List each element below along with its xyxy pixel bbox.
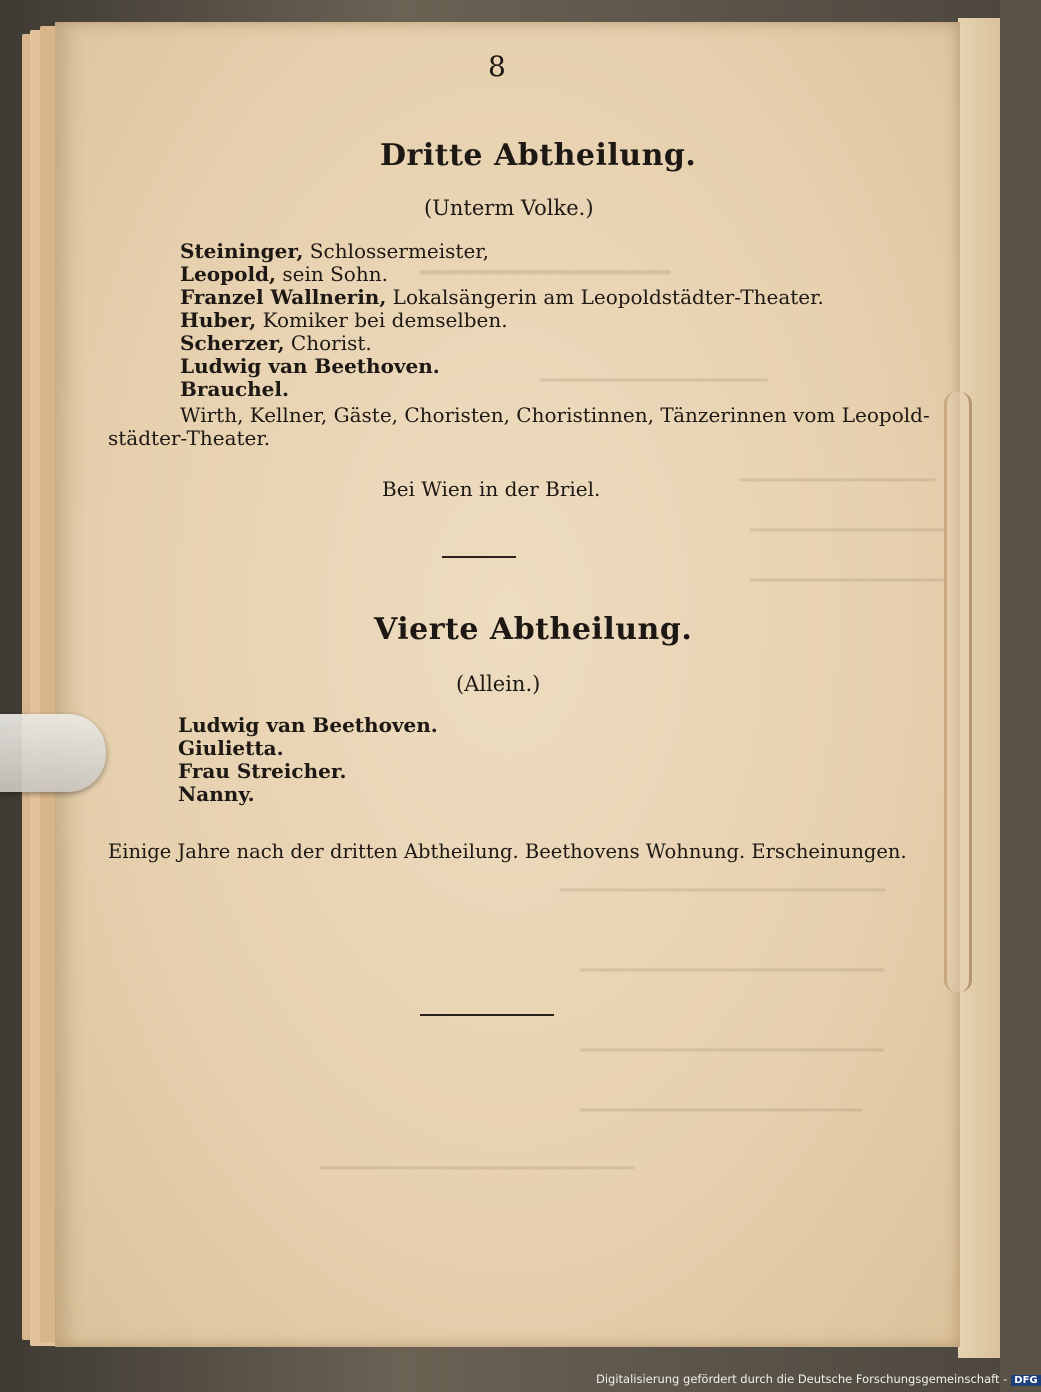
section-3-heading: Dritte Abtheilung.	[380, 138, 697, 173]
bleed-through-text: ━━━━━━━━━━━━━━━━━━━━━━━━━━━━	[580, 1040, 884, 1061]
section-4-heading: Vierte Abtheilung.	[374, 612, 693, 647]
cast-entry: Giulietta.	[178, 736, 284, 760]
cast-entry: Nanny.	[178, 782, 255, 806]
cast-entry: Ludwig van Beethoven.	[178, 713, 438, 737]
cast-entry: Huber, Komiker bei demselben.	[180, 308, 508, 332]
bleed-through-text: ━━━━━━━━━━━━━━━━━━	[750, 570, 946, 591]
bleed-through-text: ━━━━━━━━━━━━━━━━━━	[750, 520, 946, 541]
digitization-credit: Digitalisierung gefördert durch die Deutsche Forschungsgemeinschaft - DFG	[596, 1372, 1041, 1386]
bleed-through-text: ━━━━━━━━━━━━━━━━━━━━━━━━━━━━	[580, 960, 884, 981]
bleed-through-text: ━━━━━━━━━━━━━━━━━━	[740, 470, 936, 491]
cast-entry: Franzel Wallnerin, Lokalsängerin am Leopoldstädter-Theater.	[180, 285, 824, 309]
end-divider	[420, 1014, 554, 1016]
bleed-through-text: ━━━━━━━━━━━━━━━━━━━━━━━━━━	[580, 1100, 862, 1121]
bleed-through-text: ━━━━━━━━━━━━━━━━━━━━━	[540, 370, 768, 391]
bleed-through-text: ━━━━━━━━━━━━━━━━━━━━━━━━━━━━━	[320, 1158, 635, 1179]
ensemble-line: Wirth, Kellner, Gäste, Choristen, Choristinnen, Tänzerinnen vom Leopold-	[180, 403, 930, 427]
cast-entry: Steininger, Schlossermeister,	[180, 239, 489, 263]
section-3-subheading: (Unterm Volke.)	[424, 196, 594, 220]
cast-entry: Scherzer, Chorist.	[180, 331, 372, 355]
cast-entry: Brauchel.	[180, 377, 289, 401]
section-3-setting: Bei Wien in der Briel.	[382, 477, 601, 501]
dfg-logo: DFG	[1011, 1375, 1040, 1386]
section-4-setting: Einige Jahre nach der dritten Abtheilung. Beethovens Wohnung. Erscheinungen.	[108, 840, 907, 863]
cast-entry: Frau Streicher.	[178, 759, 347, 783]
section-divider	[442, 556, 516, 558]
section-4-subheading: (Allein.)	[456, 672, 541, 696]
cast-entry: Ludwig van Beethoven.	[180, 354, 440, 378]
bleed-through-text: ━━━━━━━━━━━━━━━━━━━━━━━━━━━━━━	[560, 880, 886, 901]
page-clip-tab	[0, 714, 106, 792]
cast-entry: Leopold, sein Sohn.	[180, 262, 388, 286]
ensemble-line: städter-Theater.	[108, 426, 271, 450]
page-number: 8	[488, 50, 506, 83]
bleed-through-text: ━━━━━━━━━━━━━━━━	[420, 258, 671, 288]
bookmark-ribbon	[944, 392, 972, 992]
